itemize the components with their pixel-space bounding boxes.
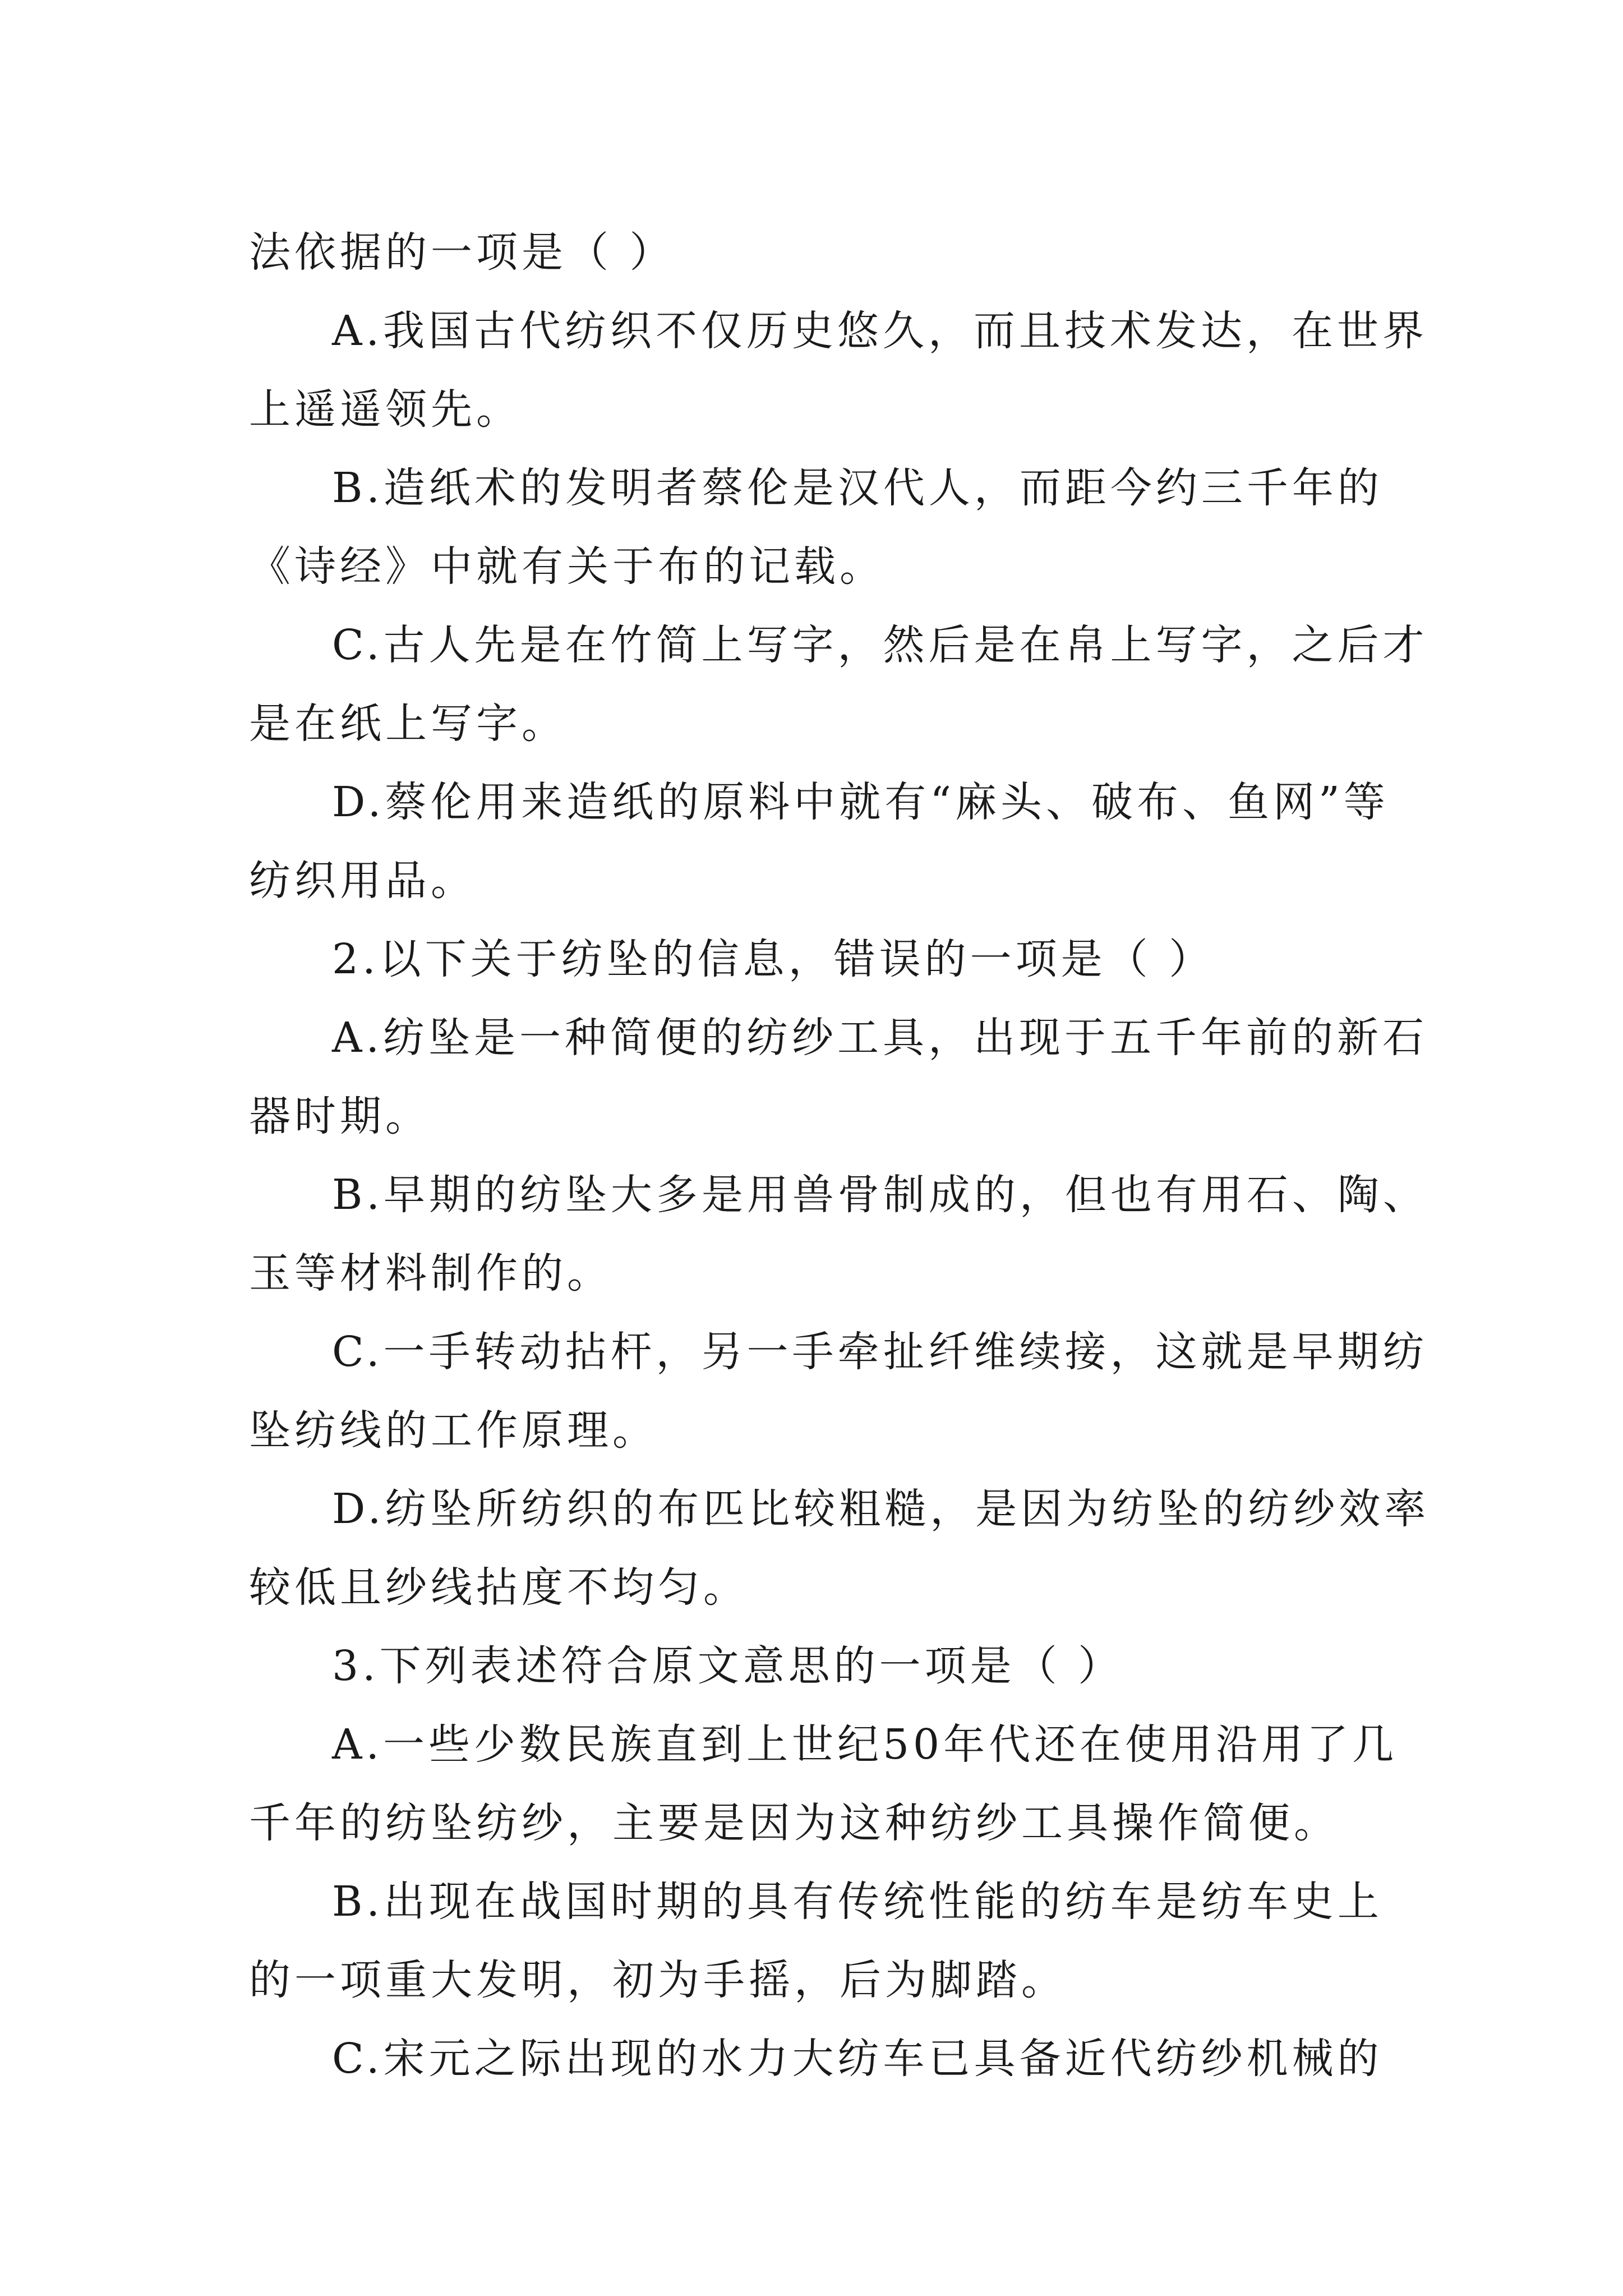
text-line: 千年的纺坠纺纱，主要是因为这种纺纱工具操作简便。 [249,1799,1339,1847]
option-b-line: B.出现在战国时期的具有传统性能的纺车是纺车史上 [332,1878,1383,1926]
text-line: 是在纸上写字。 [249,700,567,748]
text-line: 器时期。 [249,1092,431,1140]
option-b-line: B.造纸术的发明者蔡伦是汉代人，而距今约三千年的 [332,464,1383,512]
text-line: 法依据的一项是（ ） [249,228,675,277]
question-text [249,213,1430,2098]
text-line: 坠纺线的工作原理。 [249,1406,658,1455]
option-d-line: D.蔡伦用来造纸的原料中就有“麻头、破布、鱼网”等 [332,778,1389,826]
text-line: 纺织用品。 [249,857,476,905]
text-line: 的一项重大发明，初为手摇，后为脚踏。 [249,1956,1067,2004]
option-a-line: A.我国古代纺织不仅历史悠久，而且技术发达，在世界 [332,307,1428,355]
option-c-line: C.古人先是在竹简上写字，然后是在帛上写字，之后才 [332,621,1428,669]
question-3-title: 3.下列表述符合原文意思的一项是（ ） [332,1642,1124,1690]
text-line: 《诗经》中就有关于布的记载。 [249,542,885,591]
option-a-line: A.纺坠是一种简便的纺纱工具，出现于五千年前的新石 [332,1014,1428,1062]
text-line: 玉等材料制作的。 [249,1249,612,1297]
option-b-line: B.早期的纺坠大多是用兽骨制成的，但也有用石、陶、 [332,1171,1428,1219]
option-c-line: C.一手转动拈杆，另一手牵扯纤维续接，这就是早期纺 [332,1328,1428,1376]
question-2-title: 2.以下关于纺坠的信息，错误的一项是（ ） [332,935,1215,983]
text-line: 上遥遥领先。 [249,385,522,434]
option-d-line: D.纺坠所纺织的布匹比较粗糙，是因为纺坠的纺纱效率 [332,1485,1430,1533]
text-line: 较低且纱线拈度不均匀。 [249,1563,749,1612]
option-c-line: C.宋元之际出现的水力大纺车已具备近代纺纱机械的 [332,2035,1383,2083]
option-a-line: A.一些少数民族直到上世纪50年代还在使用沿用了几 [332,1720,1398,1769]
